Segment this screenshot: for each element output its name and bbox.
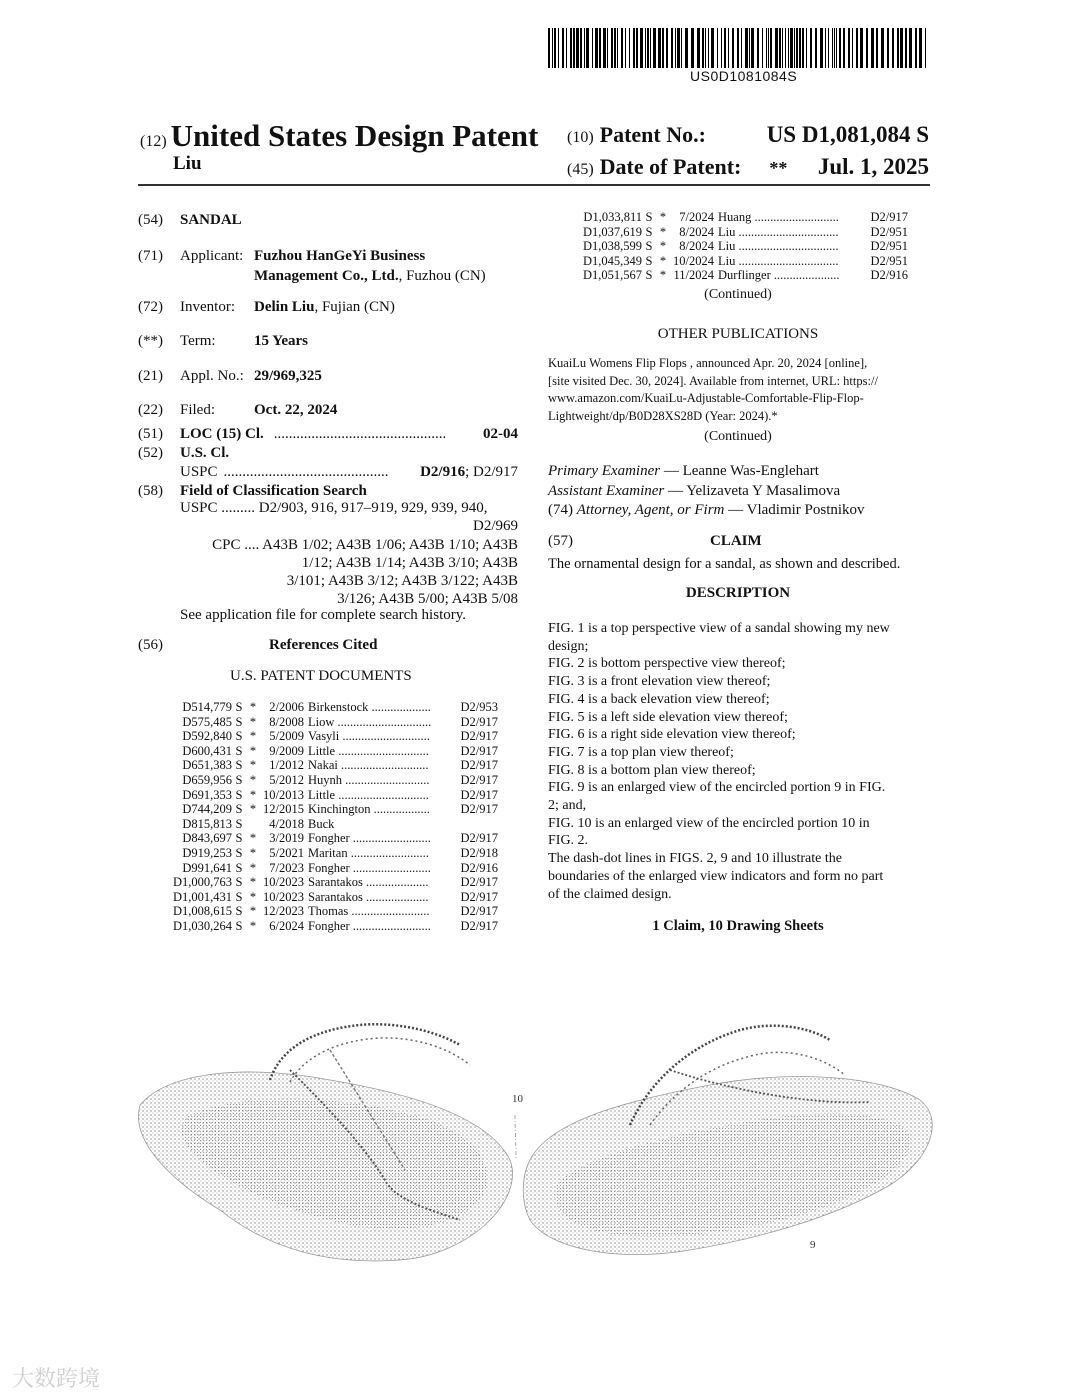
ref-name: Birkenstock ................... xyxy=(308,700,431,714)
inventor-body xyxy=(180,297,395,317)
ref-star: * xyxy=(249,700,257,714)
ref-star: * xyxy=(249,889,257,904)
ref-star: * xyxy=(249,714,257,729)
ref-date: 5/2009 xyxy=(269,729,304,744)
ref-number: D1,030,264 xyxy=(172,918,232,933)
ref-class: D2/917 xyxy=(460,729,498,744)
ref-number: D575,485 xyxy=(182,714,232,729)
references-continued: (Continued) xyxy=(704,287,772,302)
ref-date: 1/2012 xyxy=(269,758,304,773)
ref-number: D1,000,763 xyxy=(172,875,232,890)
us-cl-label: U.S. Cl. xyxy=(180,445,230,461)
field-num: (51) xyxy=(138,426,163,442)
description-line: FIG. 2. xyxy=(548,833,589,849)
ref-number: D1,033,811 xyxy=(583,210,642,224)
sandal-drawing xyxy=(130,1010,960,1300)
ref-class: D2/917 xyxy=(460,758,498,773)
pub-line: Lightweight/dp/B0D28XS28D (Year: 2024).* xyxy=(548,408,778,423)
ref-kind: S xyxy=(235,831,243,846)
assistant-examiner-name: — Yelizaveta Y Masalimova xyxy=(664,482,841,499)
ref-class: D2/917 xyxy=(460,714,498,729)
ref-kind: S xyxy=(235,758,243,773)
ref-star: * xyxy=(249,772,257,787)
field-num: (54) xyxy=(138,212,163,228)
field-num: (58) xyxy=(138,483,163,499)
ref-name: Liu ................................ xyxy=(718,239,839,254)
date-label: Date of Patent: xyxy=(599,154,742,179)
document-title: United States Design Patent xyxy=(170,118,539,153)
loc-label: LOC (15) Cl. xyxy=(180,426,264,442)
ref-kind: S xyxy=(645,210,653,224)
ref-number: D659,956 xyxy=(182,772,232,787)
description-line: FIG. 5 is a left side elevation view thereof; xyxy=(548,709,788,725)
ref-class: D2/917 xyxy=(460,831,498,846)
ref-number: D991,641 xyxy=(182,860,232,875)
attorney xyxy=(548,501,928,521)
claim-title: CLAIM xyxy=(710,533,762,549)
search-cpc-line3: 3/101; A43B 3/12; A43B 3/122; A43B xyxy=(286,573,518,589)
inventor-label: Inventor: xyxy=(180,299,235,315)
term-label: Term: xyxy=(180,333,216,349)
ref-class xyxy=(448,817,498,832)
reference-row xyxy=(160,875,498,890)
ref-star: * xyxy=(249,758,257,773)
ref-name: Sarantakos .................... xyxy=(308,875,429,890)
search-uspc-line2: D2/969 xyxy=(473,518,518,534)
filed-value: Oct. 22, 2024 xyxy=(254,402,338,418)
ref-date: 5/2012 xyxy=(269,772,304,787)
ref-date: 12/2015 xyxy=(263,802,304,817)
ref-number: D1,037,619 xyxy=(582,224,642,239)
reference-row xyxy=(160,890,498,905)
ref-name: Thomas ......................... xyxy=(308,904,430,919)
ref-date: 12/2023 xyxy=(263,904,304,919)
ref-star: * xyxy=(249,860,257,875)
uspc-line xyxy=(180,462,518,482)
appl-body xyxy=(180,366,322,386)
description-line: The dash-dot lines in FIGS. 2, 9 and 10 illustrate the xyxy=(548,851,842,867)
field-num: (52) xyxy=(138,445,163,461)
loc-value: 02-04 xyxy=(483,426,518,442)
ref-number: D691,353 xyxy=(182,787,232,802)
search-uspc-line1: USPC ......... D2/903, 916, 917–919, 929, 939, 940, xyxy=(180,500,488,516)
description-title: DESCRIPTION xyxy=(685,585,791,601)
ref-name: Huang ........................... xyxy=(718,210,839,224)
applicant-body xyxy=(180,246,525,284)
field-num: (72) xyxy=(138,299,163,315)
ref-number: D600,431 xyxy=(182,743,232,758)
ref-kind: S xyxy=(235,845,243,860)
reference-row xyxy=(160,729,498,744)
description-line: FIG. 8 is a bottom plan view thereof; xyxy=(548,762,756,778)
term-value: 15 Years xyxy=(254,333,309,349)
uspc-other-class: ; D2/917 xyxy=(465,464,518,480)
publications-continued: (Continued) xyxy=(704,429,772,444)
ref-date: 10/2024 xyxy=(673,253,714,268)
ref-number: D1,008,615 xyxy=(172,904,232,919)
ref-star xyxy=(246,817,260,832)
description-line: FIG. 6 is a right side elevation view thereof; xyxy=(548,727,796,743)
ref-star: * xyxy=(249,845,257,860)
ref-number: D843,697 xyxy=(182,831,232,846)
ref-name: Fongher ......................... xyxy=(308,860,431,875)
applicant-name-line1: Fuzhou HanGeYi Business xyxy=(254,248,426,264)
ref-star: * xyxy=(659,210,667,224)
ref-name: Vasyli ............................ xyxy=(308,729,430,744)
description-text xyxy=(548,620,930,903)
ref-date: 8/2024 xyxy=(679,224,714,239)
uspc-dots: ............................................ xyxy=(223,464,389,480)
references-subtitle: U.S. PATENT DOCUMENTS xyxy=(230,668,412,684)
ref-class: D2/917 xyxy=(460,904,498,919)
reference-row xyxy=(160,744,498,759)
search-history-note: See application file for complete search history. xyxy=(180,607,467,623)
ref-star: * xyxy=(659,253,667,268)
description-line: design; xyxy=(548,638,589,654)
ref-label-10: 10 xyxy=(512,1093,523,1105)
date-stars: ** xyxy=(769,158,788,178)
ref-number: D1,051,567 xyxy=(582,268,642,283)
code-10: (10) xyxy=(567,129,594,146)
patent-no-label: Patent No.: xyxy=(599,122,706,147)
references-table-right xyxy=(570,210,908,283)
ref-class: D2/951 xyxy=(870,239,908,254)
appl-no-value: 29/969,325 xyxy=(254,368,322,384)
ref-name: Sarantakos .................... xyxy=(308,889,429,904)
examiners-block xyxy=(548,462,928,521)
description-line: 2; and, xyxy=(548,798,587,814)
primary-examiner-label: Primary Examiner xyxy=(548,463,661,479)
ref-kind: S xyxy=(235,714,243,729)
attorney-label: Attorney, Agent, or Firm xyxy=(576,502,725,518)
ref-star: * xyxy=(249,904,257,919)
ref-date: 2/2006 xyxy=(269,700,304,714)
uspc-primary-class: D2/916 xyxy=(420,464,466,480)
reference-row xyxy=(160,861,498,876)
ref-star: * xyxy=(249,787,257,802)
ref-class: D2/917 xyxy=(460,787,498,802)
ref-class: D2/917 xyxy=(460,875,498,890)
ref-date: 11/2024 xyxy=(673,268,714,283)
search-cpc-line4: 3/126; A43B 5/00; A43B 5/08 xyxy=(337,591,518,607)
ref-date: 9/2009 xyxy=(269,743,304,758)
ref-date: 7/2023 xyxy=(269,860,304,875)
ref-kind: S xyxy=(645,224,653,239)
reference-row xyxy=(160,788,498,803)
filed-label: Filed: xyxy=(180,402,216,418)
ref-class: D2/917 xyxy=(460,802,498,817)
ref-star: * xyxy=(659,268,667,283)
ref-kind: S xyxy=(235,772,243,787)
ref-date: 10/2023 xyxy=(263,875,304,890)
watermark-logo: 大数跨境 xyxy=(12,1367,101,1392)
description-line: FIG. 2 is bottom perspective view thereof; xyxy=(548,656,786,672)
ref-name: Durflinger ..................... xyxy=(718,268,840,283)
description-line: FIG. 4 is a back elevation view thereof; xyxy=(548,691,770,707)
other-publications-title: OTHER PUBLICATIONS xyxy=(657,326,819,342)
claims-sheets-summary: 1 Claim, 10 Drawing Sheets xyxy=(652,918,824,934)
ref-class: D2/916 xyxy=(870,268,908,283)
assistant-examiner-label: Assistant Examiner xyxy=(548,482,665,499)
date-row xyxy=(567,154,929,186)
other-publications-text xyxy=(548,355,928,425)
reference-row xyxy=(570,268,908,283)
ref-star: * xyxy=(249,918,257,933)
reference-row xyxy=(160,817,498,832)
design-title: SANDAL xyxy=(180,212,242,228)
pub-line: [site visited Dec. 30, 2024]. Available from internet, URL: https:// xyxy=(548,373,878,388)
ref-class: D2/917 xyxy=(460,889,498,904)
applicant-name-block xyxy=(254,246,486,286)
loc-dots: .............................................. xyxy=(273,426,447,442)
header-right-block xyxy=(567,122,929,186)
inventor-name: Delin Liu xyxy=(254,299,315,315)
references-header xyxy=(138,637,518,654)
field-num: (56) xyxy=(138,637,163,653)
references-table-left xyxy=(160,700,498,934)
ref-date: 3/2019 xyxy=(269,831,304,846)
ref-number: D514,779 xyxy=(182,700,232,714)
ref-kind: S xyxy=(235,875,243,890)
reference-row xyxy=(570,254,908,269)
ref-date: 4/2018 xyxy=(269,816,304,831)
ref-name: Little ............................. xyxy=(308,787,429,802)
code-12: (12) xyxy=(140,133,167,150)
ref-class: D2/917 xyxy=(460,918,498,933)
inventor-location: , Fujian (CN) xyxy=(314,299,395,315)
ref-star: * xyxy=(249,875,257,890)
ref-date: 8/2024 xyxy=(679,239,714,254)
ref-star: * xyxy=(659,224,667,239)
ref-number: D592,840 xyxy=(182,729,232,744)
field-num: (71) xyxy=(138,248,163,264)
description-line: FIG. 3 is a front elevation view thereof; xyxy=(548,674,771,690)
search-cpc-line2: 1/12; A43B 1/14; A43B 3/10; A43B xyxy=(301,555,518,571)
sandal-right-view xyxy=(523,1026,932,1255)
ref-name: Fongher ......................... xyxy=(308,831,431,846)
ref-class: D2/917 xyxy=(460,772,498,787)
ref-star: * xyxy=(249,729,257,744)
patent-number-row xyxy=(567,122,929,154)
reference-row xyxy=(570,210,908,225)
applicant-label: Applicant: xyxy=(180,248,244,264)
reference-row xyxy=(160,904,498,919)
ref-name: Liow .............................. xyxy=(308,714,432,729)
ref-kind: S xyxy=(235,802,243,817)
reference-row xyxy=(570,225,908,240)
barcode xyxy=(548,28,930,68)
ref-name: Little ............................. xyxy=(308,743,429,758)
primary-examiner-name: — Leanne Was-Englehart xyxy=(660,463,819,479)
search-cpc-line1: CPC .... A43B 1/02; A43B 1/06; A43B 1/10; A43B xyxy=(212,537,518,553)
description-line: FIG. 10 is an enlarged view of the encircled portion 10 in xyxy=(548,815,870,831)
description-line: FIG. 9 is an enlarged view of the encircled portion 9 in FIG. xyxy=(548,780,886,796)
ref-name: Kinchington .................. xyxy=(308,802,430,817)
ref-kind: S xyxy=(645,268,653,283)
ref-kind: S xyxy=(235,816,243,831)
field-num: (57) xyxy=(548,533,573,549)
field-num: (21) xyxy=(138,368,163,384)
field-num: (74) xyxy=(548,502,573,518)
ref-kind: S xyxy=(235,918,243,933)
ref-name: Liu ................................ xyxy=(718,224,839,239)
ref-number: D1,038,599 xyxy=(582,239,642,254)
ref-date: 5/2021 xyxy=(269,845,304,860)
ref-star: * xyxy=(249,802,257,817)
ref-number: D815,813 xyxy=(182,816,232,831)
ref-name: Liu ................................ xyxy=(718,253,839,268)
ref-kind: S xyxy=(235,904,243,919)
ref-label-9: 9 xyxy=(810,1239,816,1251)
ref-class: D2/916 xyxy=(460,860,498,875)
ref-date: 6/2024 xyxy=(269,918,304,933)
reference-row xyxy=(570,239,908,254)
uspc-label: USPC xyxy=(180,464,218,480)
applicant-location: , Fuzhou (CN) xyxy=(398,268,486,284)
inventor-value xyxy=(254,297,395,317)
ref-kind: S xyxy=(645,253,653,268)
claim-text: The ornamental design for a sandal, as shown and described. xyxy=(548,556,901,572)
description-line: FIG. 1 is a top perspective view of a sandal showing my new xyxy=(548,621,890,636)
attorney-name: — Vladimir Postnikov xyxy=(724,502,865,518)
search-label: Field of Classification Search xyxy=(180,483,367,499)
filed-body xyxy=(180,400,338,420)
ref-class: D2/951 xyxy=(870,253,908,268)
ref-number: D1,045,349 xyxy=(582,253,642,268)
reference-row xyxy=(160,919,498,934)
barcode-number: US0D1081084S xyxy=(690,68,798,84)
ref-name: Buck xyxy=(308,816,335,831)
ref-star: * xyxy=(659,239,667,254)
ref-number: D919,253 xyxy=(182,845,232,860)
ref-kind: S xyxy=(645,239,653,254)
patent-number: US D1,081,084 S xyxy=(766,122,929,147)
patent-date: Jul. 1, 2025 xyxy=(817,154,929,179)
ref-name: Maritan ......................... xyxy=(308,845,429,860)
ref-name: Nakai ............................ xyxy=(308,758,429,773)
inventor-short-name: Liu xyxy=(173,153,202,174)
ref-kind: S xyxy=(235,729,243,744)
ref-class: D2/953 xyxy=(460,700,498,714)
description-line: boundaries of the enlarged view indicators and form no part xyxy=(548,868,884,884)
description-line: FIG. 7 is a top plan view thereof; xyxy=(548,744,734,760)
ref-star: * xyxy=(249,831,257,846)
loc-body xyxy=(180,424,518,444)
reference-row xyxy=(160,700,498,715)
code-45: (45) xyxy=(567,161,594,178)
description-line: of the claimed design. xyxy=(548,886,672,902)
ref-date: 10/2013 xyxy=(263,787,304,802)
reference-row xyxy=(160,758,498,773)
applicant-name-line2: Management Co., Ltd. xyxy=(254,268,399,284)
ref-name: Huynh ........................... xyxy=(308,772,430,787)
reference-row xyxy=(160,846,498,861)
ref-date: 8/2008 xyxy=(269,714,304,729)
ref-class: D2/951 xyxy=(870,224,908,239)
field-num: (22) xyxy=(138,402,163,418)
claim-header xyxy=(548,532,928,550)
field-num: (**) xyxy=(138,333,163,349)
ref-date: 10/2023 xyxy=(263,889,304,904)
appl-no-label: Appl. No.: xyxy=(180,368,244,384)
header-divider xyxy=(138,184,930,186)
term-body xyxy=(180,331,309,351)
reference-row xyxy=(160,802,498,817)
ref-kind: S xyxy=(235,743,243,758)
ref-kind: S xyxy=(235,787,243,802)
sandal-left-view xyxy=(138,1024,512,1261)
ref-star: * xyxy=(249,743,257,758)
ref-number: D1,001,431 xyxy=(172,889,232,904)
ref-kind: S xyxy=(235,860,243,875)
pub-line: www.amazon.com/KuaiLu-Adjustable-Comfortable-Flip-Flop- xyxy=(548,391,864,405)
ref-kind: S xyxy=(235,889,243,904)
assistant-examiner xyxy=(548,482,928,502)
ref-kind: S xyxy=(235,700,243,714)
ref-class: D2/917 xyxy=(460,743,498,758)
reference-row xyxy=(160,715,498,730)
ref-class: D2/917 xyxy=(870,210,908,224)
primary-examiner xyxy=(548,462,928,482)
reference-row xyxy=(160,773,498,788)
references-title: References Cited xyxy=(269,637,378,653)
pub-line: KuaiLu Womens Flip Flops , announced Apr. 20, 2024 [online], xyxy=(548,356,868,370)
header-title-block xyxy=(140,118,538,154)
ref-date: 7/2024 xyxy=(679,210,714,224)
ref-number: D651,383 xyxy=(182,758,232,773)
ref-class: D2/918 xyxy=(460,845,498,860)
ref-name: Fongher ......................... xyxy=(308,918,431,933)
ref-number: D744,209 xyxy=(182,802,232,817)
reference-row xyxy=(160,831,498,846)
